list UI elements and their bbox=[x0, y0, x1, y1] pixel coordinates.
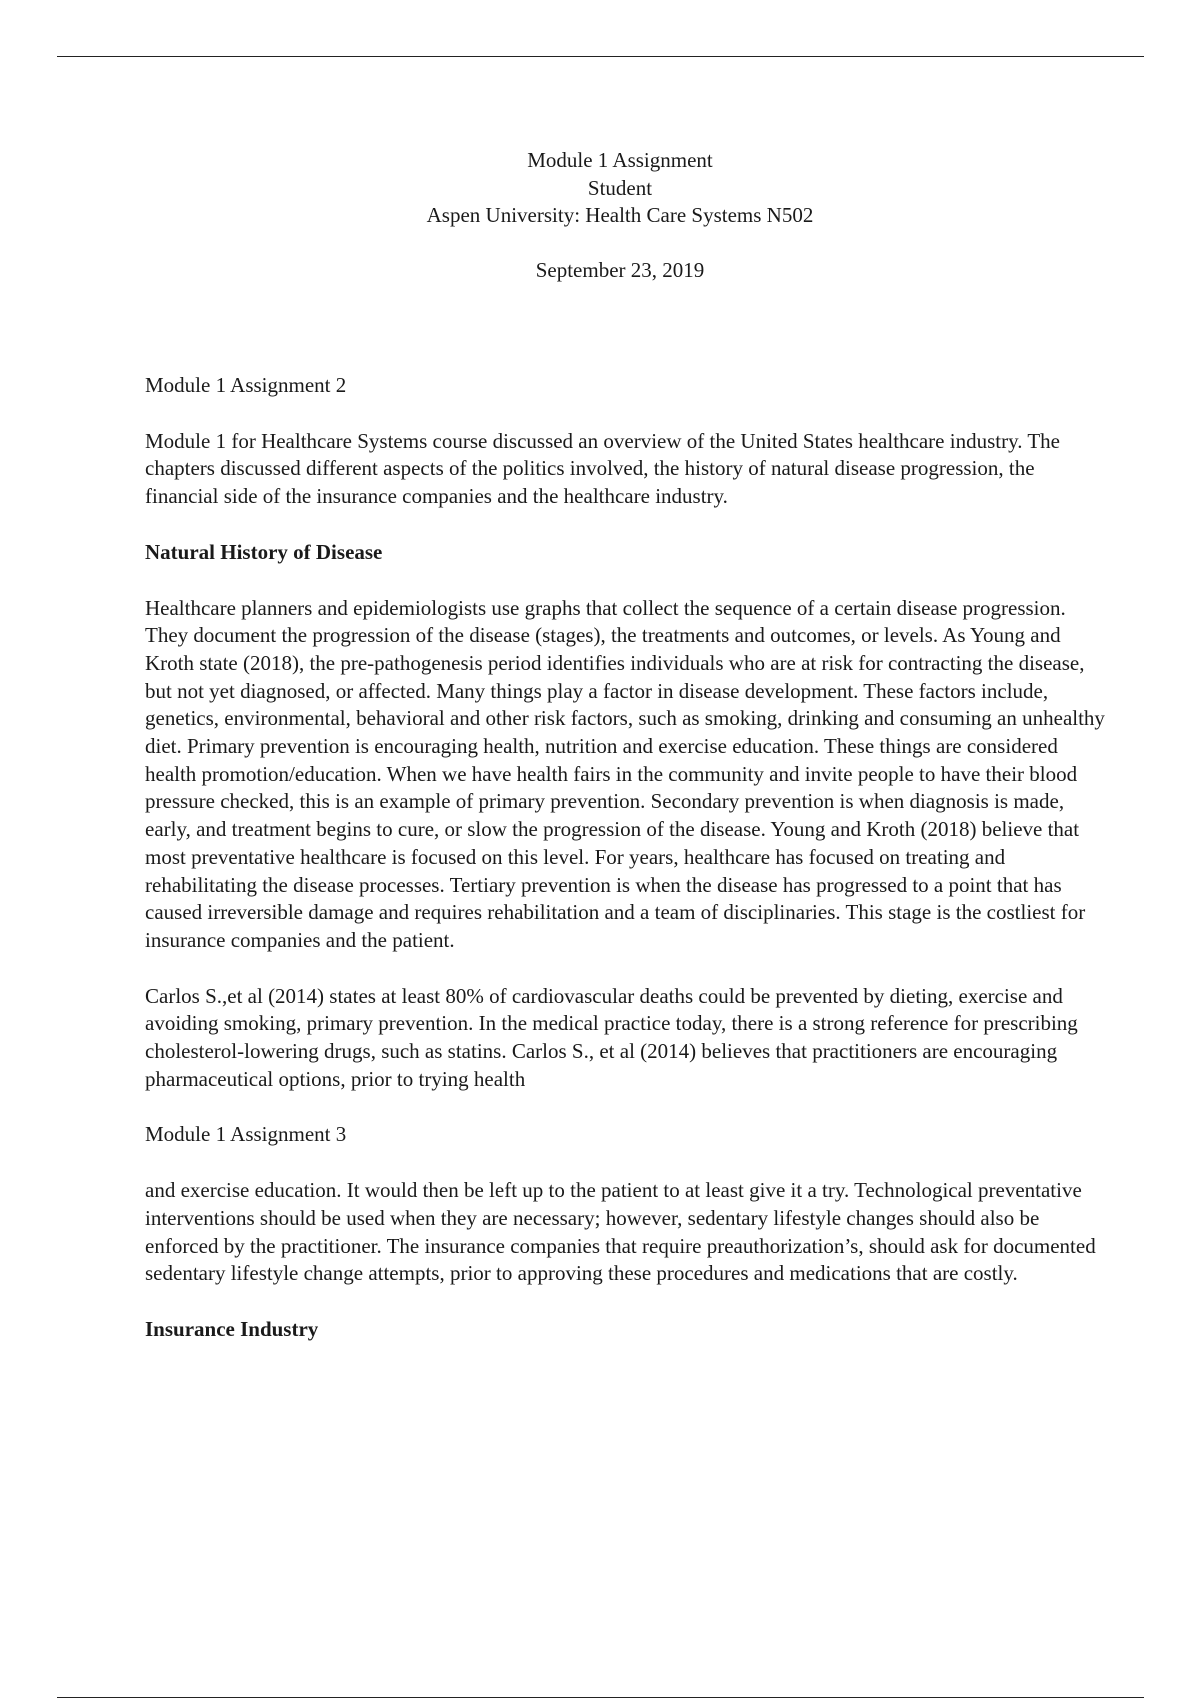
author-name: Student bbox=[587, 175, 653, 200]
running-header-page-2: Module 1 Assignment 2 bbox=[145, 373, 347, 397]
continued-paragraph: and exercise education. It would then be left up to the patient to at least give it a try. Technological preventative interventions should be used when they are necessary; however, sedentary lifestyle changes should also be enforced by the practitioner. The insurance companies that require preauthorization’s, should ask for documented sedentary lifestyle change attempts, prior to approving these procedures and medications that are costly. bbox=[145, 1178, 1096, 1286]
carlos-paragraph: Carlos S.,et al (2014) states at least 80% of cardiovascular deaths could be prevented by dieting, exercise and avoiding smoking, primary prevention. In the medical practice today, there is a strong reference for prescribing cholesterol-lowering drugs, such as statins. Carlos S., et al (2014) believes that practitioners are encouraging pharmaceutical options, prior to trying health bbox=[145, 983, 1078, 1091]
bottom-divider bbox=[57, 1697, 1144, 1698]
document-date: September 23, 2019 bbox=[535, 257, 705, 282]
top-divider bbox=[57, 56, 1144, 57]
institution-course: Aspen University: Health Care Systems N502 bbox=[426, 203, 814, 227]
section-heading-insurance: Insurance Industry bbox=[145, 1316, 319, 1341]
intro-paragraph: Module 1 for Healthcare Systems course discussed an overview of the United States healthcare industry. The chapters discussed different aspects of the politics involved, the history of natural disease progression, the financial side of the insurance companies and the healthcare industry. bbox=[145, 428, 1060, 509]
title-block bbox=[0, 147, 1200, 284]
natural-history-paragraph: Healthcare planners and epidemiologists use graphs that collect the sequence of a certain disease progression. They document the progression of the disease (stages), the treatments and outcomes, or levels. As Young and Kroth state (2018), the pre-pathogenesis period identifies individuals who are at risk for contracting the disease, but not yet diagnosed, or affected. Many things play a factor in disease development. These factors include, genetics, environmental, behavioral and other risk factors, such as smoking, drinking and consuming an unhealthy diet. Primary prevention is encouraging health, nutrition and exercise education. These things are considered health promotion/education. When we have health fairs in the community and invite people to have their blood pressure checked, this is an example of primary prevention. Secondary prevention is when diagnosis is made, early, and treatment begins to cure, or slow the progression of the disease. Young and Kroth (2018) believe that most preventative healthcare is focused on this level. For years, healthcare has focused on treating and rehabilitating the disease processes. Tertiary prevention is when the disease has progressed to a point that has caused irreversible damage and requires rehabilitation and a team of disciplinaries. This stage is the costliest for insurance companies and the patient. bbox=[145, 595, 1105, 952]
running-header-page-3: Module 1 Assignment 3 bbox=[145, 1122, 347, 1147]
document-body bbox=[145, 372, 1105, 1372]
document-title: Module 1 Assignment bbox=[527, 148, 713, 172]
section-heading-natural-history: Natural History of Disease bbox=[145, 539, 383, 564]
